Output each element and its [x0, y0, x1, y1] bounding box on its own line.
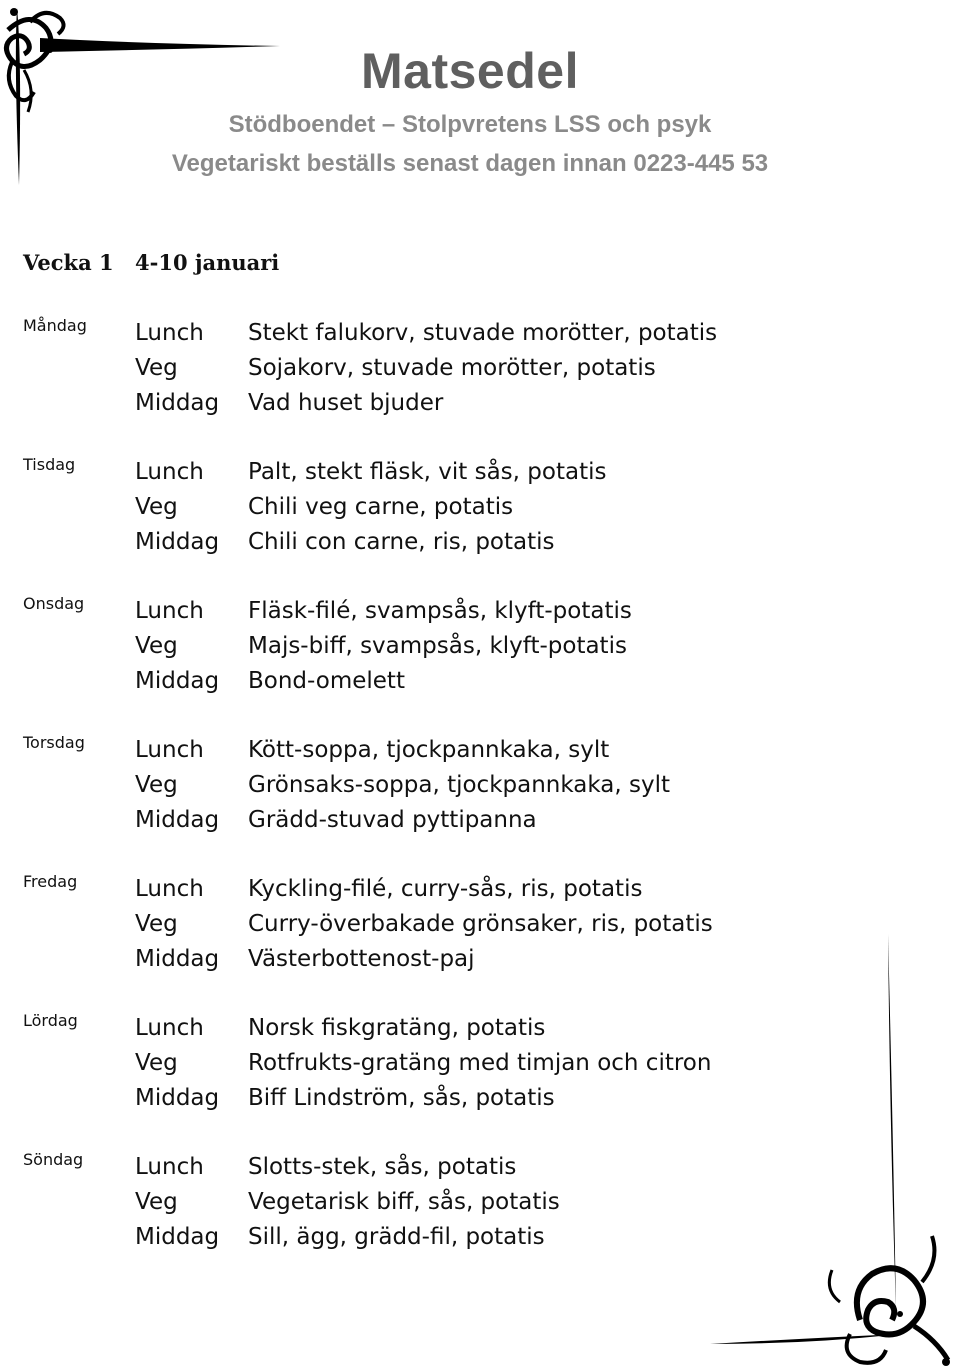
- day-sunday: [23, 1150, 943, 1255]
- meal-row: [23, 351, 943, 386]
- day-name: Söndag: [23, 1150, 84, 1169]
- day-friday: [23, 872, 943, 977]
- meal-type: Lunch: [135, 1015, 204, 1041]
- meal-dish: Grönsaks-soppa, tjockpannkaka, sylt: [248, 771, 671, 798]
- day-name: Torsdag: [23, 733, 85, 752]
- meal-type: Veg: [135, 910, 178, 937]
- meal-dish: Norsk fiskgratäng, potatis: [248, 1015, 546, 1041]
- meal-dish: Biff Lindström, sås, potatis: [248, 1084, 555, 1111]
- meal-dish: Grädd-stuvad pyttipanna: [248, 806, 537, 833]
- meal-row: [23, 803, 943, 838]
- meal-row: [23, 872, 943, 907]
- meal-type: Middag: [135, 528, 220, 555]
- week-label: Vecka 1: [23, 250, 114, 275]
- week-dates: 4-10 januari: [135, 250, 280, 275]
- meal-row: [23, 733, 943, 768]
- meal-type: Veg: [135, 493, 178, 520]
- meal-dish: Rotfrukts-gratäng med timjan och citron: [248, 1049, 712, 1076]
- day-saturday: [23, 1011, 943, 1116]
- meal-type: Veg: [135, 632, 178, 659]
- meal-type: Lunch: [135, 1154, 204, 1180]
- meal-row: [23, 525, 943, 560]
- meal-type: Middag: [135, 945, 220, 972]
- day-tuesday: [23, 455, 943, 560]
- meal-dish: Vad huset bjuder: [248, 389, 444, 416]
- page-title: Matsedel: [361, 43, 579, 99]
- meal-type: Veg: [135, 771, 178, 798]
- meal-dish: Stekt falukorv, stuvade morötter, potatis: [248, 320, 718, 346]
- meal-dish: Bond-omelett: [248, 667, 405, 694]
- meal-row: [23, 1011, 943, 1046]
- page-subtitle: Stödboendet – Stolpvretens LSS och psyk: [228, 111, 712, 138]
- meal-dish: Fläsk-filé, svampsås, klyft-potatis: [248, 598, 632, 624]
- meal-row: [23, 629, 943, 664]
- day-name: Lördag: [23, 1011, 78, 1030]
- meal-row: [23, 316, 943, 351]
- meal-row: [23, 1185, 943, 1220]
- meal-row: [23, 455, 943, 490]
- meal-dish: Sojakorv, stuvade morötter, potatis: [248, 354, 656, 381]
- day-name: Tisdag: [23, 455, 76, 474]
- meal-type: Middag: [135, 806, 220, 833]
- meal-row: [23, 1150, 943, 1185]
- meal-type: Veg: [135, 1188, 178, 1215]
- meal-type: Lunch: [135, 876, 204, 902]
- meal-row: [23, 490, 943, 525]
- meal-dish: Chili con carne, ris, potatis: [248, 528, 555, 555]
- day-wednesday: [23, 594, 943, 699]
- day-name: Måndag: [23, 316, 87, 335]
- meal-type: Middag: [135, 1084, 220, 1111]
- meal-dish: Curry-överbakade grönsaker, ris, potatis: [248, 910, 713, 937]
- meal-dish: Sill, ägg, grädd-fil, potatis: [248, 1223, 545, 1250]
- meal-type: Veg: [135, 354, 178, 381]
- meal-row: [23, 768, 943, 803]
- meal-dish: Västerbottenost-paj: [248, 945, 475, 972]
- meal-dish: Slotts-stek, sås, potatis: [248, 1154, 517, 1180]
- meal-dish: Kött-soppa, tjockpannkaka, sylt: [248, 737, 610, 763]
- meal-dish: Palt, stekt fläsk, vit sås, potatis: [248, 459, 607, 485]
- meal-type: Veg: [135, 1049, 178, 1076]
- menu-list: [23, 316, 943, 1289]
- day-name: Onsdag: [23, 594, 85, 613]
- meal-type: Lunch: [135, 320, 204, 346]
- meal-type: Middag: [135, 1223, 220, 1250]
- day-name: Fredag: [23, 872, 78, 891]
- meal-row: [23, 1220, 943, 1255]
- meal-dish: Vegetarisk biff, sås, potatis: [248, 1188, 560, 1215]
- meal-row: [23, 1046, 943, 1081]
- meal-type: Middag: [135, 667, 220, 694]
- meal-type: Middag: [135, 389, 220, 416]
- order-notice: Vegetariskt beställs senast dagen innan 0223-445 53: [171, 150, 769, 177]
- meal-row: [23, 907, 943, 942]
- meal-type: Lunch: [135, 459, 204, 485]
- meal-row: [23, 594, 943, 629]
- day-thursday: [23, 733, 943, 838]
- meal-row: [23, 942, 943, 977]
- meal-dish: Kyckling-filé, curry-sås, ris, potatis: [248, 876, 643, 902]
- meal-row: [23, 1081, 943, 1116]
- meal-row: [23, 386, 943, 421]
- day-monday: [23, 316, 943, 421]
- meal-row: [23, 664, 943, 699]
- meal-dish: Majs-biff, svampsås, klyft-potatis: [248, 632, 627, 659]
- meal-type: Lunch: [135, 598, 204, 624]
- meal-type: Lunch: [135, 737, 204, 763]
- meal-dish: Chili veg carne, potatis: [248, 493, 514, 520]
